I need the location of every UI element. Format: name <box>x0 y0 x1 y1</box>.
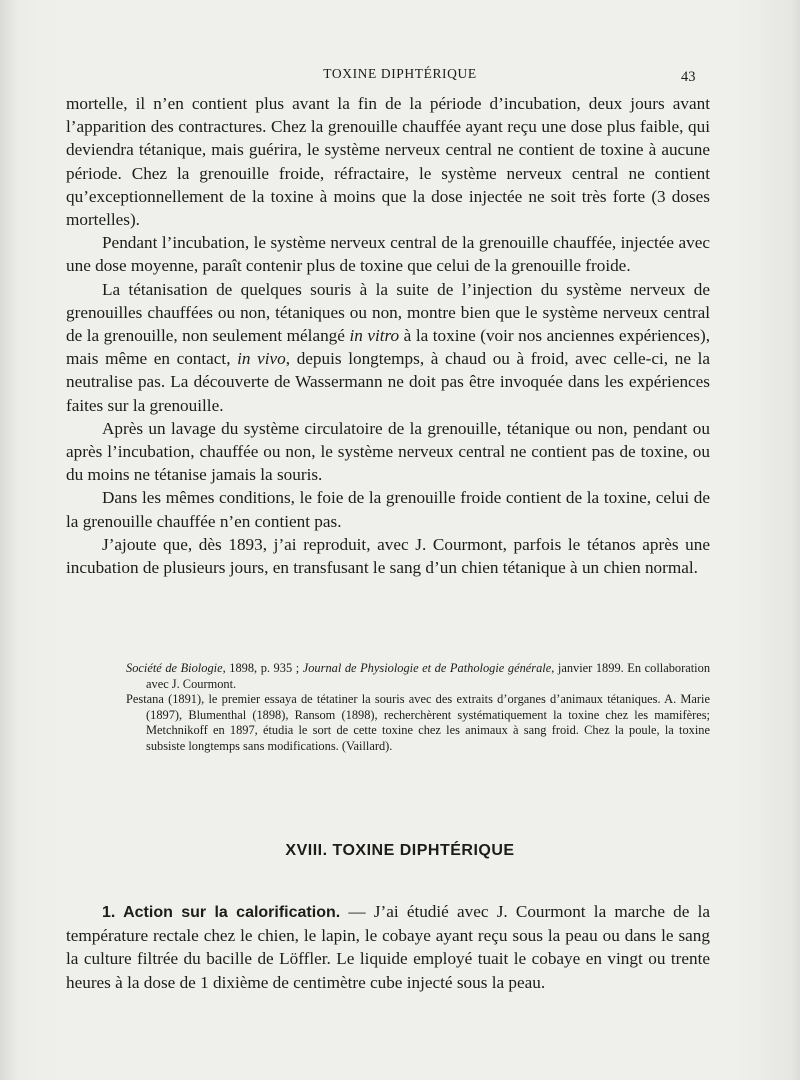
subsection-title: 1. Action sur la calorification. <box>102 904 341 921</box>
italic-term: in vivo <box>237 349 286 369</box>
italic-term: in vitro <box>349 326 400 346</box>
section-heading: XVIII. TOXINE DIPHTÉRIQUE <box>285 842 515 859</box>
subsection <box>66 900 710 994</box>
page-number: 43 <box>681 69 696 85</box>
paragraph: Dans les mêmes conditions, le foie de la grenouille froide contient de la toxine, celui de la grenouille chauffée n’en contient pas. <box>66 488 710 531</box>
subsection-paragraph: 1. Action sur la calorification. — J’ai étudié avec J. Courmont la marche de la température rectale chez le chien, le lapin, le cobaye ayant reçu sous la peau ou dans le sang la culture filtrée du bacille de Löffler. Le liquide employé tuait le cobaye en vingt ou trente heures à la dose de 1 dixième de centimètre cube injecté sous la peau. <box>66 902 710 992</box>
footnote-reference: Société de Biologie, 1898, p. 935 ; Journal de Physiologie et de Pathologie générale, janvier 1899. En collaboration avec J. Courmont. <box>126 661 711 691</box>
footnotes <box>126 661 710 755</box>
running-title: TOXINE DIPHTÉRIQUE <box>323 66 477 81</box>
paragraph: La tétanisation de quelques souris à la suite de l’injection du système nerveux de grenouilles chauffées ou non, tétaniques ou non, montre bien que le système nerveux central de la grenouille, non seulement mélangé in vitro à la toxine (voir nos anciennes expériences), mais même en contact, in vivo, depuis longtemps, à chaud ou à froid, avec celle-ci, ne la neutralise pas. La découverte de Wassermann ne doit pas être invoquée dans les expériences faites sur la grenouille. <box>66 279 710 415</box>
paragraph: J’ajoute que, dès 1893, j’ai reproduit, avec J. Courmont, parfois le tétanos après une incubation de plusieurs jours, en transfusant le sang d’un chien tétanique à un chien normal. <box>66 534 710 578</box>
page-header <box>0 66 800 86</box>
paragraph: Pendant l’incubation, le système nerveux central de la grenouille chauffée, injectée avec une dose moyenne, paraît contenir plus de toxine que celui de la grenouille froide. <box>66 233 710 276</box>
body-text <box>66 92 710 579</box>
paragraph: Après un lavage du système circulatoire de la grenouille, tétanique ou non, pendant ou après l’incubation, chauffée ou non, le système nerveux central ne contient pas de toxine, ou du moins ne tétanise jamais la souris. <box>66 418 710 485</box>
paragraph: mortelle, il n’en contient plus avant la fin de la période d’incubation, deux jours avant l’apparition des contractures. Chez la grenouille chauffée ayant reçu une dose plus faible, qui deviendra tétanique, mais guérira, le système nerveux central ne contient de toxine à aucune période. Chez la grenouille froide, réfractaire, le système nerveux central ne contient qu’exceptionnellement de la toxine à moins que la dose injectée ne soit très forte (3 doses mortelles). <box>66 94 710 230</box>
footnote-note: Pestana (1891), le premier essaya de tétatiner la souris avec des extraits d’organes d’animaux tétaniques. A. Marie (1897), Blumenthal (1898), Ransom (1898), recherchèrent systématiquement la toxine chez les mamifères; Metchnikoff en 1897, étudia le sort de cette toxine chez les animaux à sang froid. Chez la poule, la toxine subsiste longtemps sans modifications. (Vaillard). <box>126 692 710 753</box>
